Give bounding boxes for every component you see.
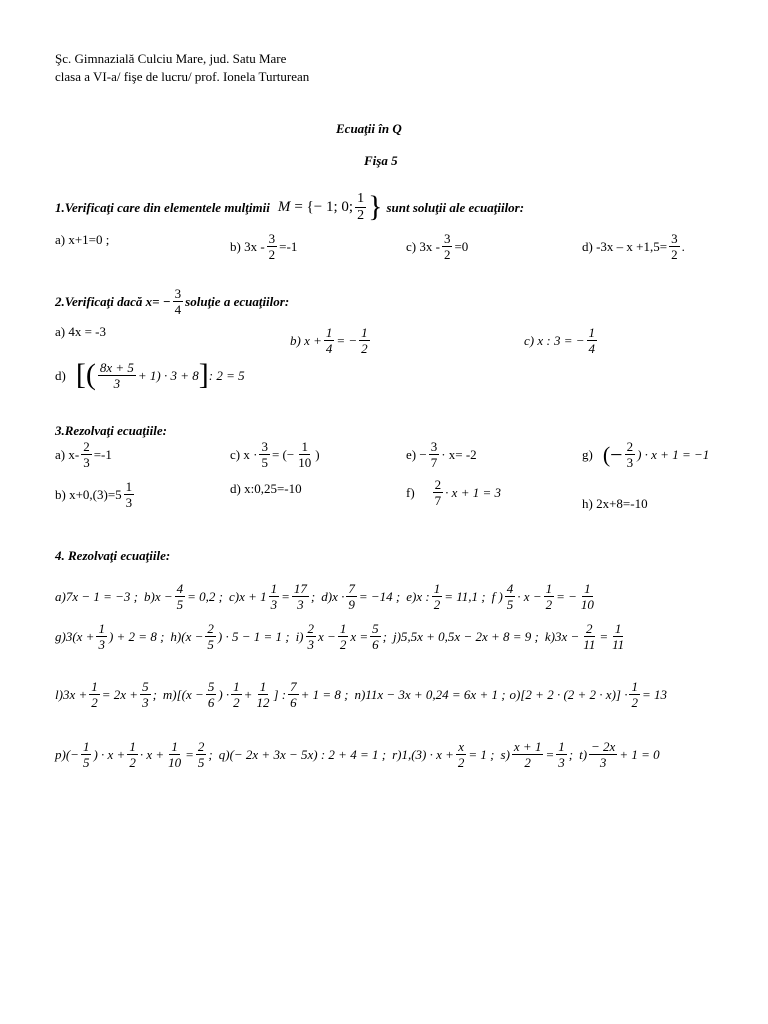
ex4-item-l: l)3x + [55, 687, 88, 702]
ex2-item-b: b) x + $\frac{1}{4}$ = − $\frac{1}{2}$ [290, 325, 368, 356]
class-line: clasa a VI-a/ fişe de lucru/ prof. Ionela Turturean [55, 69, 310, 84]
ex3-item-f: f) 2 7 · x + 1 = 3 [406, 477, 501, 508]
ex4-item-n: n)11x − 3x + 0,24 = 6x + 1 ; [354, 687, 506, 702]
ex4-row-4: p)(− $\frac{1}{5}$ ) · x + $\frac{1}{2}$ · x + $\frac{1}{10}$ = $\frac{2}{5}$ ; q)(− 2x + 3x − 5x) : 2 + 4 = 1 ; r)1,(3) · x + $\frac{x}{2}$ = 1 ; s) $\frac{x + 1}{2}$ = $\frac{1}{3}$ ; t) − 2x 3 + 1 = 0 [55, 739, 660, 770]
exercise-3-heading: 3.Rezolvaţi ecuaţiile: [55, 423, 167, 438]
ex4-item-r: r)1,(3) · x + [392, 747, 454, 762]
ex4-item-s: s) [500, 747, 510, 762]
sheet-number: Fişa 5 [364, 153, 398, 168]
ex3-item-d: d) x:0,25=-10 [230, 481, 302, 496]
ex3-item-a: a) x- $\frac{2}{3}$ =-1 [55, 439, 112, 470]
ex4-item-q: q)(− 2x + 3x − 5x) : 2 + 4 = 1 ; [218, 747, 387, 762]
ex4-item-k: k)3x − [544, 629, 580, 644]
ex4-item-e: e)x : [406, 589, 430, 604]
ex4-item-g: g)3(x + [55, 629, 95, 644]
ex4-item-m: m)[(x − [162, 687, 204, 702]
ex4-item-c: c)x + 1 [228, 589, 267, 604]
ex4-row-1: a)7x − 1 = −3 ; b)x − $\frac{4}{5}$ = 0,2 ; c)x + 1 $\frac{1}{3}$ = $\frac{17}{3}$ ; d)x · $\frac{7}{9}$ = −14 ; e)x : $\frac{1}{2}$ = 11,1 ; f ) 4 5 · x − $\frac{1}{2}$ = − $\frac{1}{10}$ [55, 581, 594, 612]
ex3-item-h: h) 2x+8=-10 [582, 496, 648, 511]
ex3-item-g: g) (− $\frac{2}{3}$ ) · x + 1 = −1 [582, 439, 710, 470]
ex4-item-j: j)5,5x + 0,5x − 2x + 8 = 9 ; [392, 629, 539, 644]
ex4-item-a: a)7x − 1 = −3 ; [55, 589, 138, 604]
ex4-row-2: g)3(x + $\frac{1}{3}$ ) + 2 = 8 ; h)(x − $\frac{2}{5}$ ) · 5 − 1 = 1 ; i) 2 3 x − $\frac{1}{2}$ x = $\frac{5}{6}$ ; j)5,5x + 0,5x − 2x + 8 = 9 ; k)3x − $\frac{2}{11}$ = $\frac{1}{11}$ [55, 621, 625, 652]
ex4-item-h: h)(x − [170, 629, 204, 644]
ex4-item-d: d)x · [321, 589, 345, 604]
ex3-item-b: b) x+0,(3)=5 1 3 [55, 479, 133, 510]
ex1-item-d: d) -3x – x +1,5= $\frac{3}{2}$ . [582, 231, 685, 262]
ex2-item-d: d) [ ( 8x + 5 3 + 1) · 3 + 8 ] : 2 = 5 [55, 358, 245, 391]
exercise-4-heading: 4. Rezolvaţi ecuaţiile: [55, 548, 171, 563]
ex4-item-o: o)[2 + 2 · (2 + 2 · x)] · [509, 687, 628, 702]
exercise-1-heading: 1.Verificaţi care din elementele mulţimii M = {− 1; 0; 1 2 } sunt soluţii ale ecuaţiilor: [55, 190, 525, 223]
ex4-item-t: t) [579, 747, 588, 762]
ex2-item-c: c) x : 3 = − $\frac{1}{4}$ [524, 325, 595, 356]
page-title: Ecuaţii în Q [336, 121, 402, 136]
ex4-item-p: p)(− [55, 747, 79, 762]
ex4-row-3: l)3x + $\frac{1}{2}$ = 2x + $\frac{5}{3}$ ; m)[(x − $\frac{5}{6}$ ) · 1 2 + $\frac{1}{12}$ ] : 7 6 + 1 = 8 ; n)11x − 3x + 0,24 = 6x + 1 ; o)[2 + 2 · (2 + 2 · x)] · $\frac{1}{2}$ = 13 [55, 679, 667, 710]
ex4-item-f: f ) [491, 589, 503, 604]
ex2-item-a: a) 4x = -3 [55, 324, 107, 339]
ex1-item-a: a) x+1=0 ; [55, 232, 110, 247]
school-line: Şc. Gimnazială Culciu Mare, jud. Satu Mare [55, 51, 287, 66]
ex3-item-e: e) − $\frac{3}{7}$ · x= -2 [406, 439, 477, 470]
ex3-item-c: c) x · $\frac{3}{5}$ = (− $\frac{1}{10}$ ) [230, 439, 320, 470]
exercise-2-heading: 2.Verificaţi dacă x= − $\frac{3}{4}$ soluţie a ecuaţiilor: [55, 286, 290, 317]
ex4-item-i: i) [295, 629, 304, 644]
ex4-item-b: b)x − [144, 589, 173, 604]
ex1-item-b: b) 3x - $\frac{3}{2}$ =-1 [230, 231, 298, 262]
ex1-item-c: c) 3x - $\frac{3}{2}$ =0 [406, 231, 469, 262]
